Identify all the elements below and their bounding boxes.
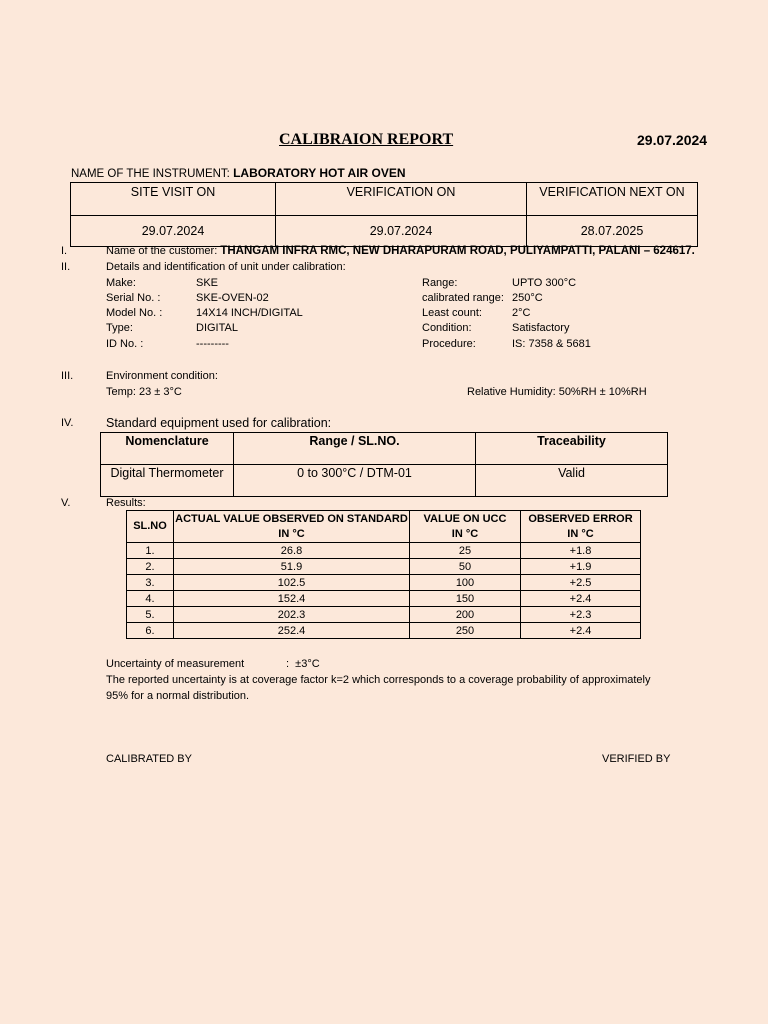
range-label: Range: <box>422 277 458 289</box>
table-row <box>127 607 641 623</box>
table-row <box>127 591 641 607</box>
table-row <box>127 543 641 559</box>
section-number: V. <box>61 497 71 509</box>
cell-ucc: 250 <box>410 623 521 639</box>
cell-slno: 3. <box>127 575 174 591</box>
table-row <box>101 433 668 465</box>
header-actual-value: ACTUAL VALUE OBSERVED ON STANDARD IN °C <box>174 511 410 543</box>
calibrated-range-value: 250°C <box>512 292 543 304</box>
type-label: Type: <box>106 322 133 334</box>
cell-error: +1.9 <box>521 559 641 575</box>
cell-ucc: 100 <box>410 575 521 591</box>
serial-label: Serial No. : <box>106 292 161 304</box>
condition-value: Satisfactory <box>512 322 570 334</box>
model-value: 14X14 INCH/DIGITAL <box>196 307 303 319</box>
humidity-condition: Relative Humidity: 50%RH ± 10%RH <box>467 386 647 398</box>
header-slno: SL.NO <box>127 511 174 543</box>
section-number: IV. <box>61 417 74 429</box>
range-value: UPTO 300°C <box>512 277 577 289</box>
table-header-row <box>127 511 641 543</box>
least-count-label: Least count: <box>422 307 482 319</box>
instrument-label: NAME OF THE INSTRUMENT: <box>71 168 230 180</box>
table-row <box>127 559 641 575</box>
equipment-traceability: Valid <box>476 465 668 497</box>
uncertainty-value: : ±3°C <box>286 658 320 670</box>
cell-ucc: 150 <box>410 591 521 607</box>
uncertainty-note-line1: The reported uncertainty is at coverage factor k=2 which corresponds to a coverage probability of approximately <box>106 674 651 686</box>
cell-ucc: 50 <box>410 559 521 575</box>
header-range: Range / SL.NO. <box>234 433 476 465</box>
model-label: Model No. : <box>106 307 163 319</box>
cell-error: +2.4 <box>521 623 641 639</box>
header-ucc-value: VALUE ON UCC IN °C <box>410 511 521 543</box>
header-traceability: Traceability <box>476 433 668 465</box>
cell-slno: 6. <box>127 623 174 639</box>
least-count-value: 2°C <box>512 307 531 319</box>
calibrated-range-label: calibrated range: <box>422 292 504 304</box>
verification-next-date: 28.07.2025 <box>527 216 698 247</box>
section-title: Environment condition: <box>106 370 218 382</box>
verification-date: 29.07.2024 <box>276 216 527 247</box>
equipment-name: Digital Thermometer <box>101 465 234 497</box>
id-label: ID No. : <box>106 338 144 350</box>
cell-error: +2.3 <box>521 607 641 623</box>
section-number: III. <box>61 370 74 382</box>
section-title: Results: <box>106 497 146 509</box>
customer-line <box>106 245 695 257</box>
header-nomenclature: Nomenclature <box>101 433 234 465</box>
header-observed-error: OBSERVED ERROR IN °C <box>521 511 641 543</box>
table-row <box>71 183 698 216</box>
cell-slno: 4. <box>127 591 174 607</box>
cell-error: +2.4 <box>521 591 641 607</box>
serial-value: SKE-OVEN-02 <box>196 292 269 304</box>
cell-actual: 102.5 <box>174 575 410 591</box>
section-number: I. <box>61 245 68 257</box>
report-date: 29.07.2024 <box>637 132 708 148</box>
temperature-condition: Temp: 23 ± 3°C <box>106 386 182 398</box>
uncertainty-note-line2: 95% for a normal distribution. <box>106 690 250 702</box>
cell-actual: 252.4 <box>174 623 410 639</box>
cell-slno: 2. <box>127 559 174 575</box>
instrument-name: LABORATORY HOT AIR OVEN <box>233 166 406 180</box>
cell-error: +2.5 <box>521 575 641 591</box>
section-number: II. <box>61 261 71 273</box>
cell-slno: 1. <box>127 543 174 559</box>
table-row <box>127 575 641 591</box>
table-row <box>71 216 698 247</box>
header-verification: VERIFICATION ON <box>276 183 527 216</box>
procedure-label: Procedure: <box>422 338 476 350</box>
header-verification-next: VERIFICATION NEXT ON <box>527 183 698 216</box>
site-visit-date: 29.07.2024 <box>71 216 276 247</box>
procedure-value: IS: 7358 & 5681 <box>512 338 591 350</box>
section-title: Standard equipment used for calibration: <box>106 416 332 430</box>
header-site-visit: SITE VISIT ON <box>71 183 276 216</box>
cell-actual: 26.8 <box>174 543 410 559</box>
make-label: Make: <box>106 277 136 289</box>
uncertainty-label: Uncertainty of measurement <box>106 658 245 670</box>
calibrated-by-label: CALIBRATED BY <box>106 753 192 765</box>
table-row <box>127 623 641 639</box>
cell-slno: 5. <box>127 607 174 623</box>
cell-ucc: 200 <box>410 607 521 623</box>
condition-label: Condition: <box>422 322 472 334</box>
customer-label: Name of the customer: <box>106 245 218 257</box>
equipment-table <box>100 432 668 497</box>
cell-ucc: 25 <box>410 543 521 559</box>
report-title: CALIBRAION REPORT <box>279 131 454 148</box>
cell-actual: 202.3 <box>174 607 410 623</box>
section-title: Details and identification of unit under calibration: <box>106 261 346 273</box>
make-value: SKE <box>196 277 219 289</box>
id-value: --------- <box>196 338 229 350</box>
instrument-line <box>71 166 406 180</box>
results-table <box>126 510 641 639</box>
customer-value: THANGAM INFRA RMC, NEW DHARAPURAM ROAD, PULIYAMPATTI, PALANI – 624617. <box>220 245 695 257</box>
cell-error: +1.8 <box>521 543 641 559</box>
table-row <box>101 465 668 497</box>
verified-by-label: VERIFIED BY <box>602 753 671 765</box>
type-value: DIGITAL <box>196 322 238 334</box>
visit-table <box>70 182 698 247</box>
cell-actual: 152.4 <box>174 591 410 607</box>
equipment-range: 0 to 300°C / DTM-01 <box>234 465 476 497</box>
cell-actual: 51.9 <box>174 559 410 575</box>
